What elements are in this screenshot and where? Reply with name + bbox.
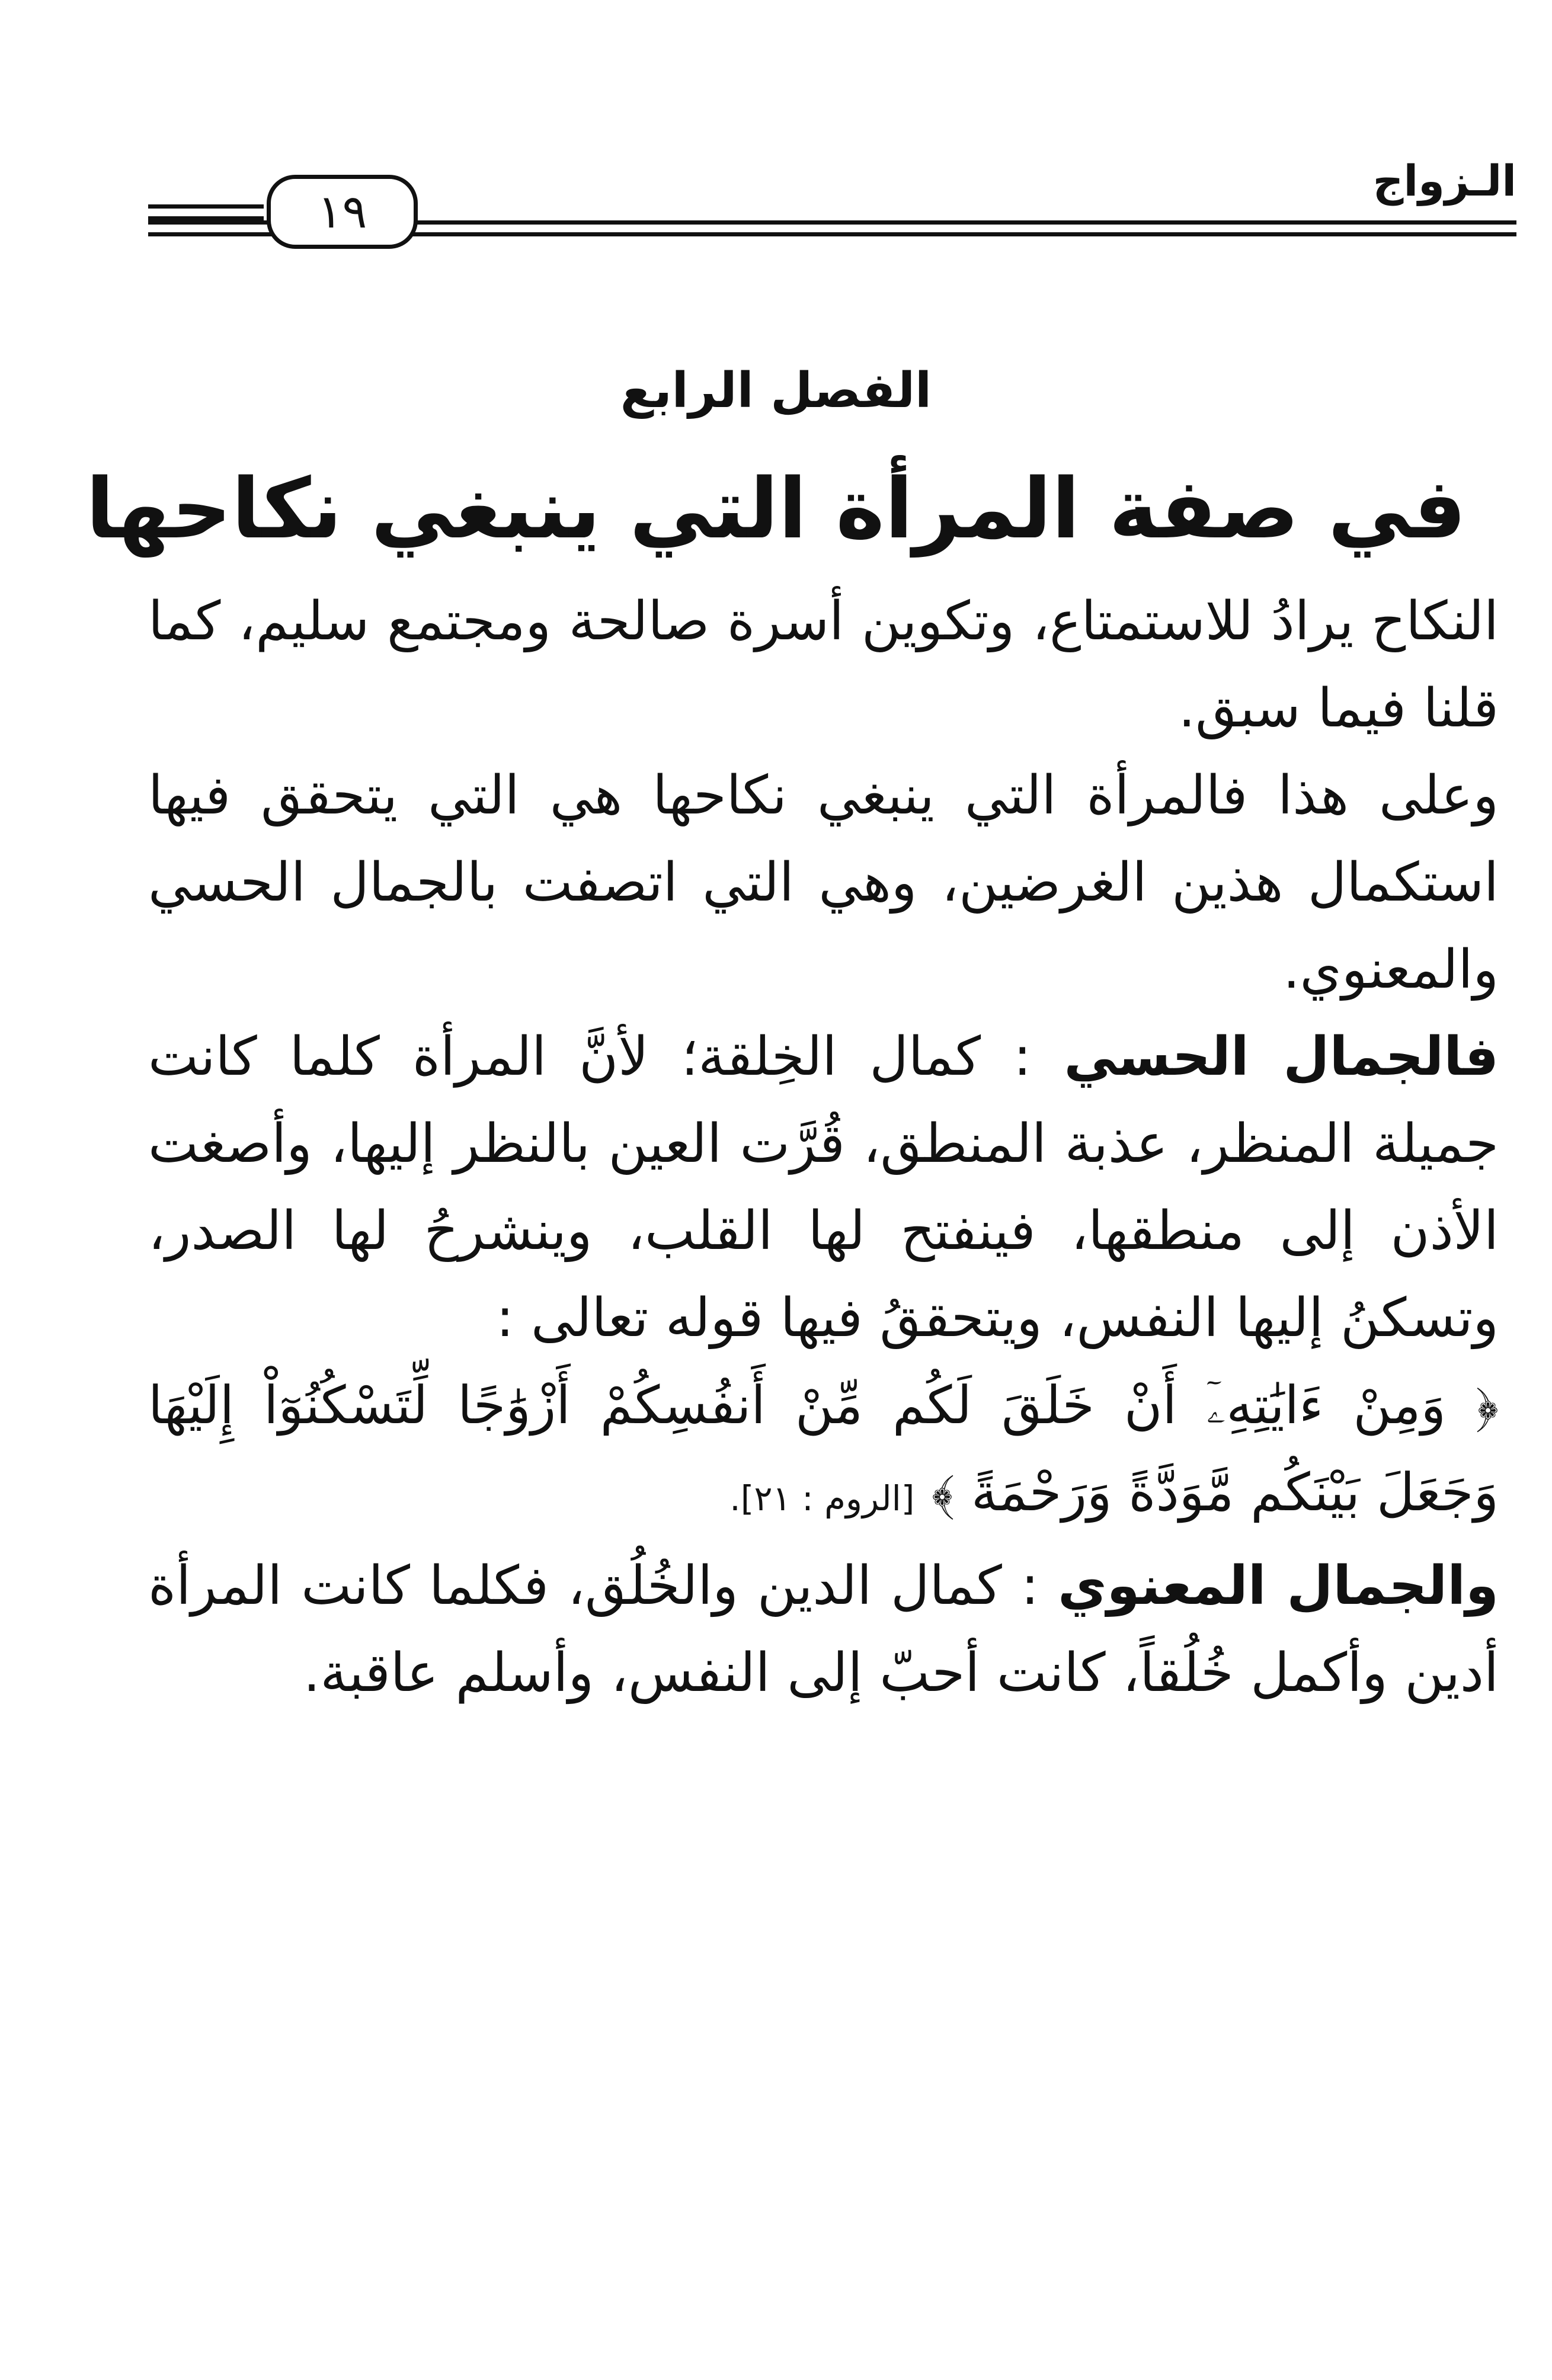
term-physical-beauty: فالجمال الحسي	[1064, 1026, 1499, 1088]
quran-verse-block	[148, 1362, 1499, 1542]
quran-verse: ﴿ وَمِنْ ءَايَٰتِهِۦٓ أَنْ خَلَقَ لَكُم مِّنْ أَنفُسِكُمْ أَزْوَٰجًا لِّتَسْكُنُوٓاْ إِلَيْهَا وَجَعَلَ بَيْنَكُم مَّوَدَّةً وَرَحْمَةً ﴾	[148, 1375, 1499, 1523]
header-rule-left-upper	[148, 204, 264, 209]
paragraph-1: النكاح يرادُ للاستمتاع، وتكوين أسرة صالحة ومجتمع سليم، كما قلنا فيما سبق.	[148, 590, 1499, 739]
paragraph-3-text: : كمال الخِلقة؛ لأنَّ المرأة كلما كانت جميلة المنظر، عذبة المنطق، قُرَّت العين بالنظر إليها، وأصغت الأذن إلى منطقها، فينفتح لها القلب، وينشرحُ لها الصدر، وتسكنُ إليها النفس، ويتحققُ فيها قوله تعالى :	[148, 1026, 1499, 1349]
header-rule-left-lower	[148, 216, 264, 220]
verse-citation: [الروم : ٢١].	[729, 1478, 915, 1519]
paragraph-2: وعلى هذا فالمرأة التي ينبغي نكاحها هي التي يتحقق فيها استكمال هذين الغرضين، وهي التي اتصفت بالجمال الحسي والمعنوي.	[148, 764, 1499, 1001]
paragraph-4	[148, 1542, 1499, 1716]
paragraph-3	[148, 1013, 1499, 1362]
term-moral-beauty: والجمال المعنوي	[1058, 1555, 1499, 1617]
page-number: ١٩	[317, 185, 367, 239]
paragraph-4-text: : كمال الدين والخُلُق، فكلما كانت المرأة أدين وأكمل خُلُقاً، كانت أحبّ إلى النفس، وأسلم عاقبة.	[148, 1555, 1499, 1704]
chapter-label: الفصل الرابع	[620, 363, 932, 419]
body-text	[148, 578, 1499, 1716]
running-title: الـزواج	[1372, 156, 1516, 206]
page-number-frame	[267, 175, 418, 249]
chapter-title: في صفة المرأة التي ينبغي نكاحها	[85, 461, 1467, 558]
